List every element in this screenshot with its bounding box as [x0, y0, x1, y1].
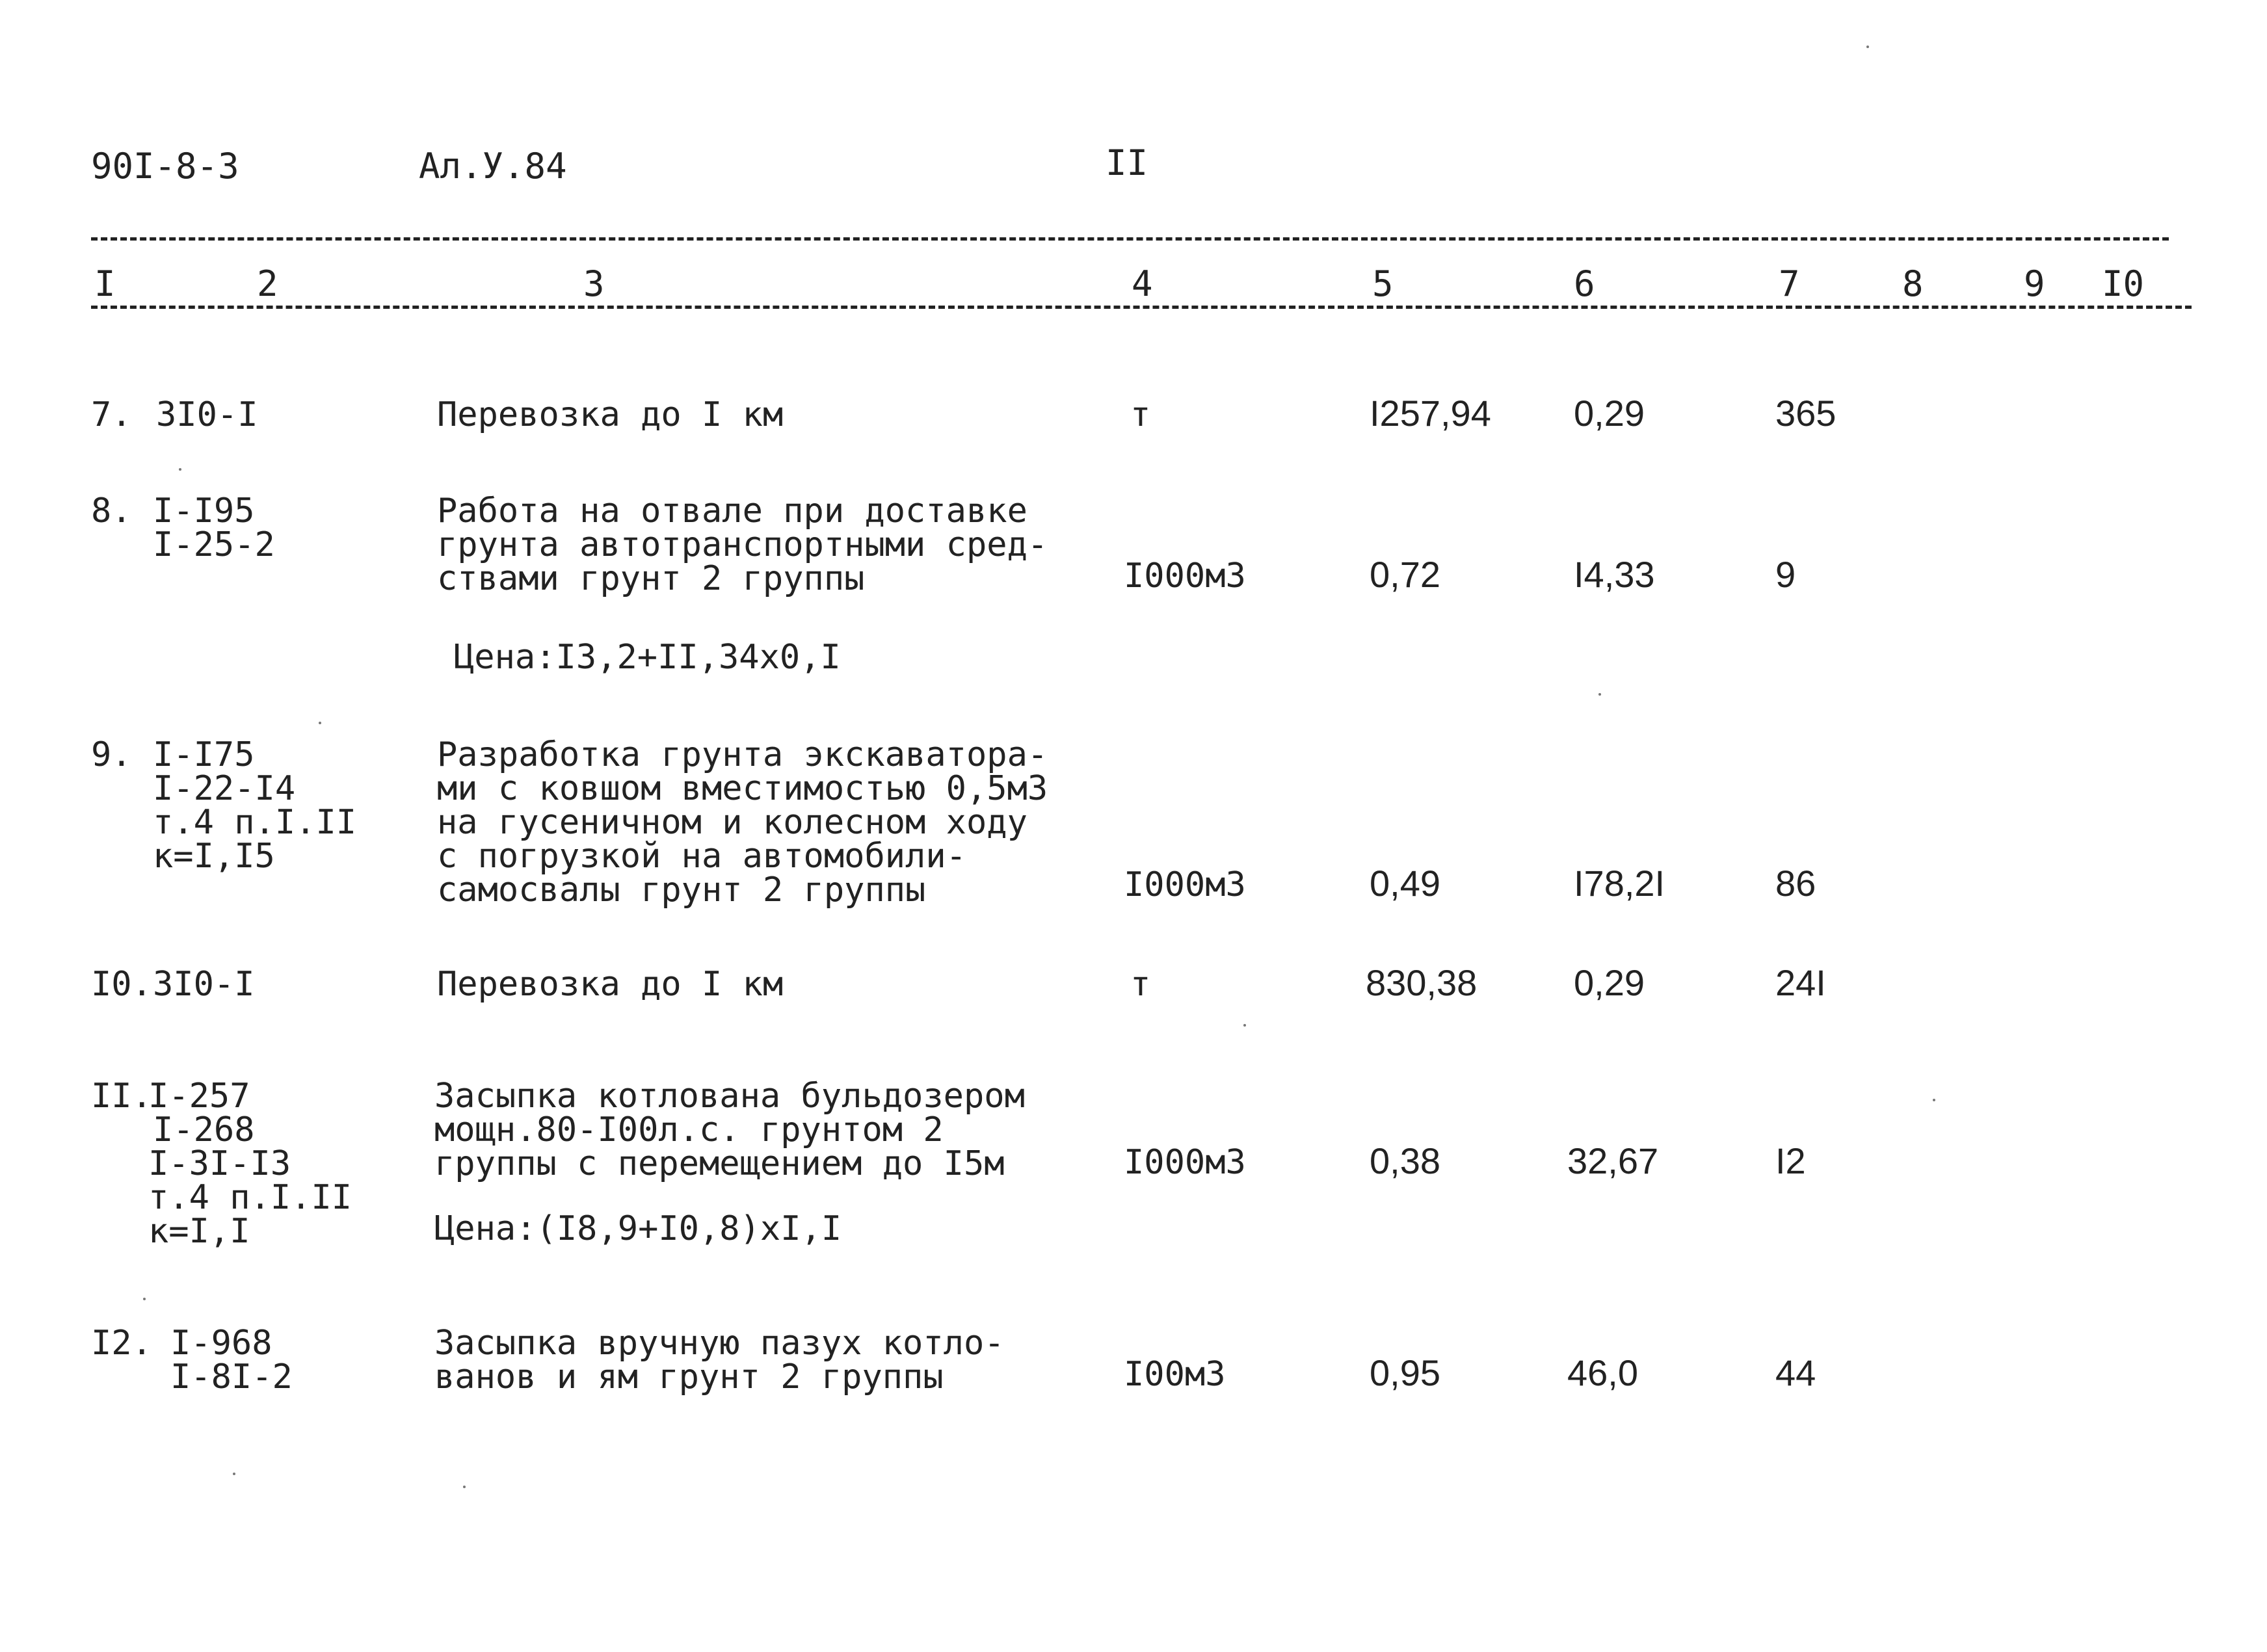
row-code: I-257 — [148, 1077, 250, 1116]
row-unit: т — [1130, 395, 1151, 434]
row-description: самосвалы грунт 2 группы — [437, 871, 926, 910]
row-description: группы с перемещением до I5м — [434, 1144, 1005, 1183]
row-unit-price: 32,67 — [1567, 1140, 1659, 1181]
row-total: I2 — [1775, 1140, 1806, 1181]
column-number: I0 — [2102, 263, 2145, 304]
row-position: 8. — [91, 492, 132, 531]
row-quantity: 0,72 — [1370, 554, 1440, 595]
scan-speck — [1243, 1024, 1246, 1027]
row-position: 9. — [91, 735, 132, 774]
row-code: I-8I-2 — [170, 1357, 293, 1396]
row-total: 365 — [1775, 393, 1836, 434]
row-price-note: Цена:I3,2+II,34x0,I — [454, 638, 841, 677]
scan-speck — [233, 1473, 235, 1475]
row-unit: I000м3 — [1124, 865, 1246, 904]
row-total: 86 — [1775, 863, 1816, 904]
row-code: I-968 — [170, 1324, 272, 1363]
document-code: 90I-8-3 — [91, 146, 239, 187]
row-description: Засыпка котлована бульдозером — [434, 1077, 1025, 1116]
row-unit-price: 46,0 — [1567, 1352, 1638, 1393]
scan-speck — [1598, 693, 1601, 696]
row-code: т.4 п.I.II — [153, 803, 357, 842]
row-code: т.4 п.I.II — [148, 1178, 352, 1217]
row-code: I-3I-I3 — [148, 1144, 291, 1183]
row-unit: I000м3 — [1124, 557, 1246, 596]
row-description: ми с ковшом вместимостью 0,5м3 — [437, 769, 1048, 808]
column-number: 8 — [1902, 263, 1924, 304]
row-quantity: I257,94 — [1370, 393, 1491, 434]
row-description: ствами грунт 2 группы — [437, 559, 865, 598]
row-code: 3I0-I — [156, 395, 258, 434]
row-description: Перевозка до I км — [437, 965, 784, 1004]
row-code: 3I0-I — [153, 965, 255, 1004]
row-position: I0. — [91, 965, 152, 1004]
row-code: I-268 — [153, 1110, 255, 1149]
scan-speck — [179, 468, 181, 471]
row-description: ванов и ям грунт 2 группы — [434, 1357, 944, 1396]
column-number: I — [94, 263, 116, 304]
row-code: к=I,I — [148, 1212, 250, 1251]
row-description: Засыпка вручную пазух котло- — [434, 1324, 1005, 1363]
row-unit-price: 0,29 — [1574, 393, 1645, 434]
row-quantity: 830,38 — [1366, 962, 1478, 1003]
row-description: на гусеничном и колесном ходу — [437, 803, 1027, 842]
row-unit-price: 0,29 — [1574, 962, 1645, 1003]
row-code: I-25-2 — [153, 525, 275, 564]
row-code: I-I95 — [153, 492, 255, 531]
row-position: II. — [91, 1077, 152, 1116]
row-description: мощн.80-I00л.с. грунтом 2 — [434, 1110, 944, 1149]
page-number: II — [1106, 142, 1148, 183]
row-price-note: Цена:(I8,9+I0,8)xI,I — [434, 1209, 842, 1248]
row-total: 24I — [1775, 962, 1826, 1003]
scan-speck — [319, 722, 321, 724]
row-unit: I000м3 — [1124, 1143, 1246, 1182]
columns-divider — [91, 306, 2192, 309]
row-description: Перевозка до I км — [437, 395, 784, 434]
row-quantity: 0,49 — [1370, 863, 1440, 904]
column-number: 7 — [1779, 263, 1800, 304]
scan-speck — [143, 1298, 146, 1300]
row-description: Работа на отвале при доставке — [437, 492, 1027, 531]
column-number: 6 — [1574, 263, 1595, 304]
row-total: 9 — [1775, 554, 1796, 595]
scan-speck — [1866, 46, 1869, 48]
row-description: грунта автотранспортными сред- — [437, 525, 1048, 564]
column-number: 4 — [1132, 263, 1153, 304]
scan-speck — [463, 1486, 466, 1488]
column-number: 5 — [1372, 263, 1394, 304]
row-quantity: 0,38 — [1370, 1140, 1440, 1181]
scan-speck — [1933, 1099, 1935, 1101]
column-number: 9 — [2024, 263, 2045, 304]
row-code: I-22-I4 — [153, 769, 296, 808]
row-description: Разработка грунта экскаватора- — [437, 735, 1048, 774]
row-unit-price: I4,33 — [1574, 554, 1655, 595]
row-position: I2. — [91, 1324, 152, 1363]
column-number: 2 — [257, 263, 278, 304]
row-unit-price: I78,2I — [1574, 863, 1665, 904]
row-unit: I00м3 — [1124, 1355, 1226, 1394]
row-unit: т — [1130, 965, 1151, 1004]
row-code: I-I75 — [153, 735, 255, 774]
header-divider — [91, 237, 2169, 241]
row-code: к=I,I5 — [153, 837, 275, 876]
row-position: 7. — [91, 395, 132, 434]
row-total: 44 — [1775, 1352, 1816, 1393]
album-number: Ал.У.84 — [419, 146, 567, 187]
row-quantity: 0,95 — [1370, 1352, 1440, 1393]
column-number: 3 — [583, 263, 605, 304]
row-description: с погрузкой на автомобили- — [437, 837, 966, 876]
